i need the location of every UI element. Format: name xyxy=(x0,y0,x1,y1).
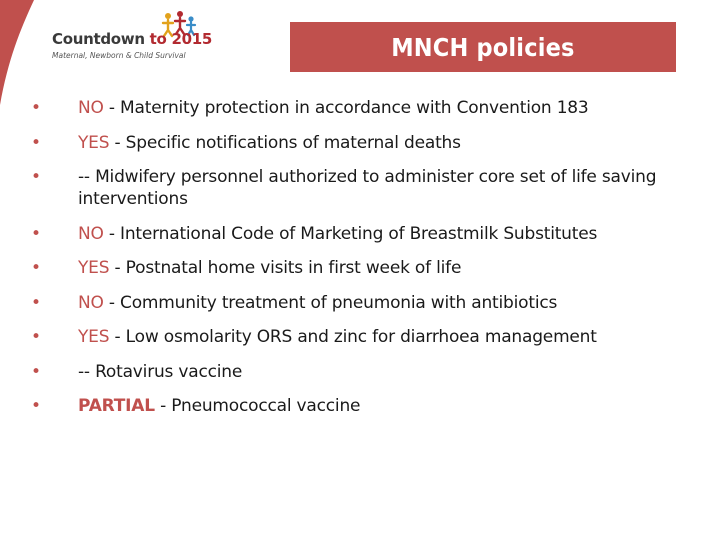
policy-item xyxy=(28,166,692,210)
policy-item xyxy=(28,97,692,119)
policy-item xyxy=(28,257,692,279)
bullet-icon: • xyxy=(31,132,41,153)
policy-list xyxy=(28,97,692,430)
policy-text: - Pneumococcal vaccine xyxy=(154,396,361,416)
policy-item xyxy=(28,223,692,245)
policy-item xyxy=(28,326,692,348)
bullet-icon: • xyxy=(31,292,41,313)
policy-text: - Community treatment of pneumonia with antibiotics xyxy=(103,292,558,313)
countdown-logo xyxy=(52,10,212,66)
policy-item xyxy=(28,132,692,154)
policy-status: YES xyxy=(78,327,110,347)
bullet-icon: • xyxy=(31,98,41,118)
logo-title-year: to 2015 xyxy=(149,30,213,48)
policy-text: - Low osmolarity ORS and zinc for diarrhoea management xyxy=(109,327,597,347)
policy-status: PARTIAL xyxy=(78,396,155,416)
policy-item xyxy=(28,395,692,417)
logo-title-main: Countdown xyxy=(52,30,150,48)
policy-status: NO xyxy=(78,292,104,313)
bullet-icon: • xyxy=(31,167,41,187)
corner-accent-shape xyxy=(0,0,40,110)
bullet-icon: • xyxy=(31,361,41,382)
policy-status: YES xyxy=(78,132,110,153)
policy-text: -- Rotavirus vaccine xyxy=(78,361,243,382)
bullet-icon: • xyxy=(31,223,41,244)
policy-text: - International Code of Marketing of Breastmilk Substitutes xyxy=(103,223,598,244)
logo-title xyxy=(52,30,212,48)
title-banner xyxy=(290,22,676,72)
policy-status: NO xyxy=(78,98,104,118)
policy-item xyxy=(28,292,692,314)
policy-status: NO xyxy=(78,223,104,244)
logo-subtitle: Maternal, Newborn & Child Survival xyxy=(52,51,186,60)
bullet-icon: • xyxy=(31,258,41,278)
policy-item xyxy=(28,361,692,383)
bullet-icon: • xyxy=(31,327,41,347)
policy-text: - Specific notifications of maternal deaths xyxy=(109,132,461,153)
bullet-icon: • xyxy=(31,396,41,416)
page-title: MNCH policies xyxy=(391,32,575,62)
policy-text: - Postnatal home visits in first week of life xyxy=(109,258,462,278)
policy-status: YES xyxy=(78,258,110,278)
policy-text: -- Midwifery personnel authorized to administer core set of life saving interventions xyxy=(78,167,657,209)
policy-text: - Maternity protection in accordance with Convention 183 xyxy=(103,98,589,118)
